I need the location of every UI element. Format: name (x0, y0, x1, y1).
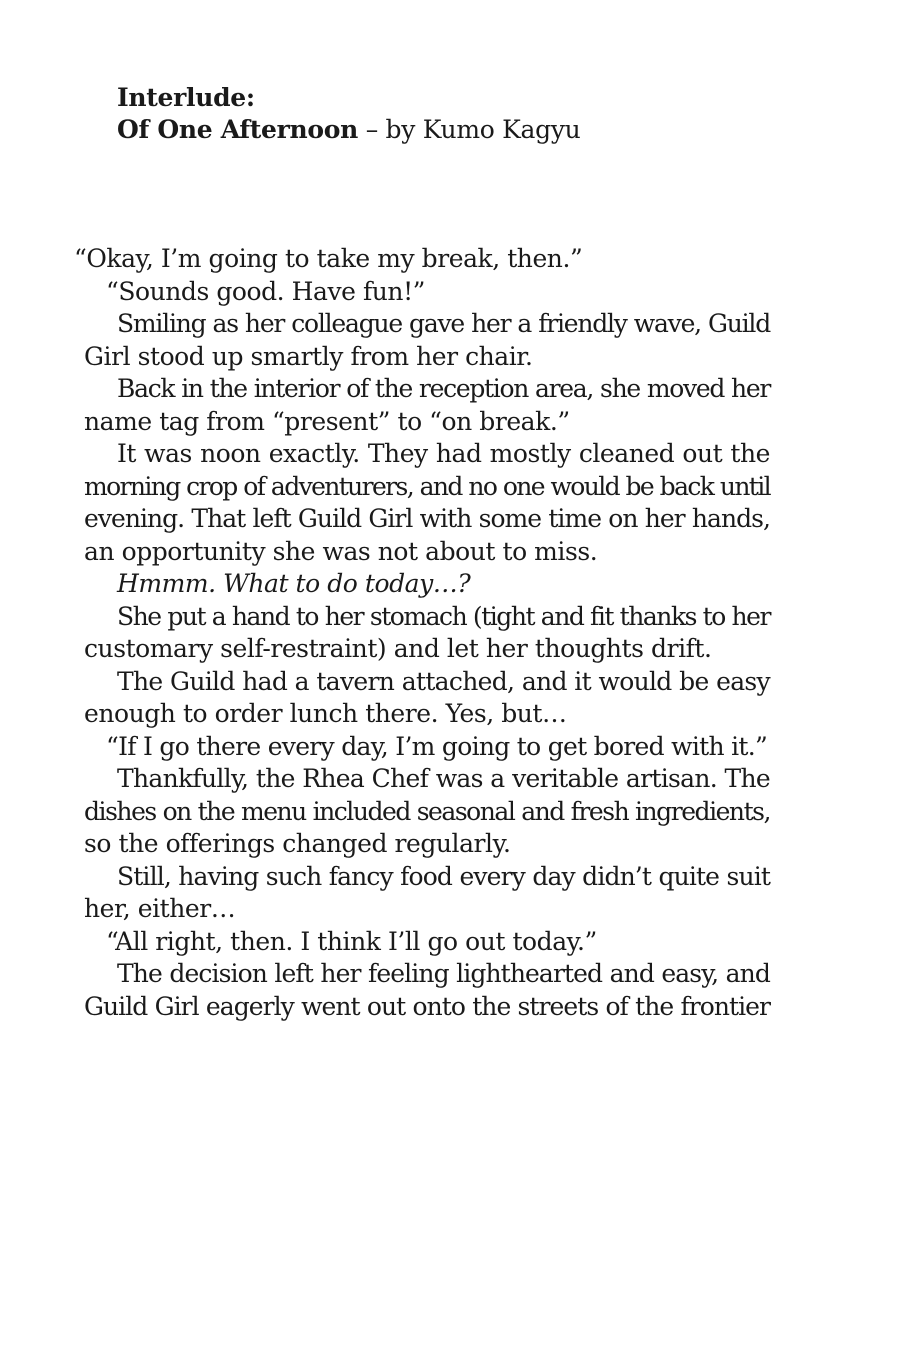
text-line: She put a hand to her stomach (tight and fit thanks to her (117, 601, 770, 631)
chapter-title-line (117, 114, 580, 146)
text-line: Hmmm. What to do today…? (117, 569, 471, 598)
text-line: It was noon exactly. They had mostly cleaned out the (117, 439, 770, 468)
text-line: “Okay, I’m going to take my break, then.” (74, 244, 583, 273)
text-line: “If I go there every day, I’m going to get bored with it.” (106, 731, 768, 761)
text-line: “All right, then. I think I’ll go out today.” (106, 926, 597, 956)
text-line: name tag from “present” to “on break.” (84, 406, 570, 436)
text-line: Guild Girl eagerly went out onto the streets of the frontier (84, 991, 770, 1021)
text-line: Thankfully, the Rhea Chef was a veritable artisan. The (117, 764, 770, 793)
text-line: so the offerings changed regularly. (84, 829, 511, 858)
text-line: Still, having such fancy food every day didn’t quite suit (117, 861, 770, 891)
text-line: an opportunity she was not about to miss. (84, 536, 598, 566)
text-line: evening. That left Guild Girl with some time on her hands, (84, 504, 770, 533)
chapter-byline: – by Kumo Kagyu (358, 115, 581, 144)
text-line: customary self-restraint) and let her thoughts drift. (84, 634, 712, 663)
text-line: enough to order lunch there. Yes, but… (84, 699, 567, 728)
body-text (74, 243, 770, 1023)
text-line: Girl stood up smartly from her chair. (84, 341, 533, 371)
text-line: Back in the interior of the reception area, she moved her (117, 374, 770, 403)
text-line: Smiling as her colleague gave her a friendly wave, Guild (117, 309, 770, 338)
text-line: morning crop of adventurers, and no one would be back until (84, 471, 770, 501)
text-line: The decision left her feeling lighthearted and easy, and (117, 959, 770, 988)
text-line: The Guild had a tavern attached, and it would be easy (117, 666, 770, 696)
text-line: dishes on the menu included seasonal and fresh ingredients, (84, 796, 770, 826)
chapter-title: Of One Afternoon (117, 115, 359, 144)
chapter-label: Interlude: (117, 83, 255, 112)
text-line: her, either… (84, 894, 236, 923)
chapter-heading (117, 82, 580, 146)
text-line: “Sounds good. Have fun!” (106, 276, 425, 306)
